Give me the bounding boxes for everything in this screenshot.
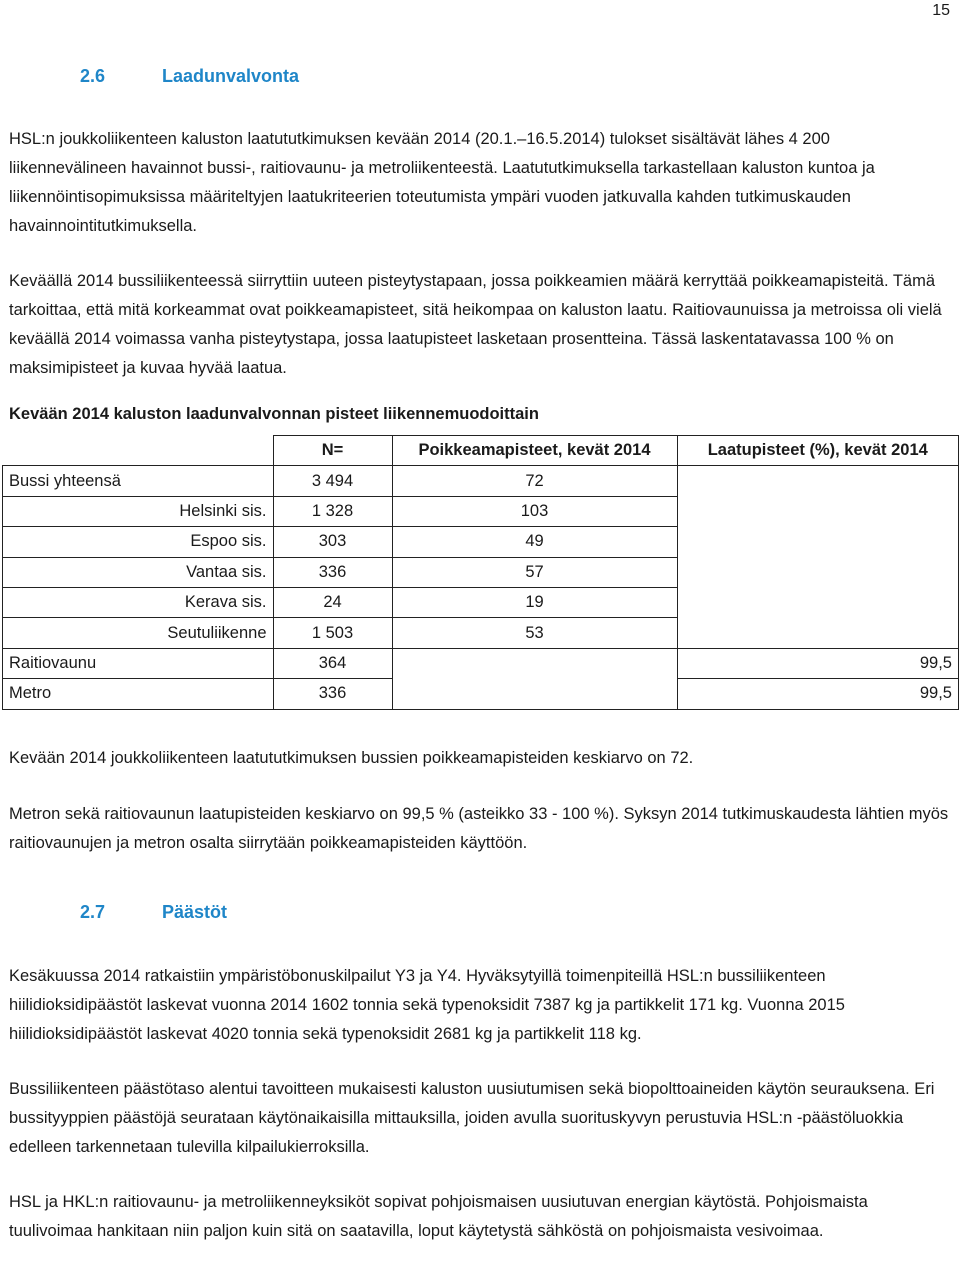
paragraph-study-intro: HSL:n joukkoliikenteen kaluston laatututkimuksen kevään 2014 (20.1.–16.5.2014) tulokset sisältävät lähes 4 200 liikennevälineen havainnot bussi-, raitiovaunu- ja metroliikenteestä. Laatututkimuksella tarkastellaan kaluston kuntoa ja liikennöintisopimuksissa määriteltyjen laatukriteerien toteutumista ympäri vuoden jatkuvalla kahden tutkimuskauden havainnointitutkimuksella. xyxy=(9,130,875,235)
section-number: 2.6 xyxy=(80,66,106,86)
row-quality: 99,5 xyxy=(677,679,959,709)
table-header-row xyxy=(3,436,959,466)
section-title: Laadunvalvonta xyxy=(162,66,300,86)
section-heading-emissions xyxy=(80,902,227,923)
row-n: 336 xyxy=(273,557,392,587)
table-row xyxy=(3,648,959,678)
paragraph-renewable-energy: HSL ja HKL:n raitiovaunu- ja metroliikenneyksiköt sopivat pohjoismaisen uusiutuvan energian käytöstä. Pohjoismaista tuulivoimaa hankitaan niin paljon kuin sitä on saatavilla, loput käytetystä sähköstä on pohjoismaista vesivoimaa. xyxy=(9,1193,868,1240)
row-n: 303 xyxy=(273,527,392,557)
row-label: Helsinki sis. xyxy=(3,496,274,526)
page-number: 15 xyxy=(932,2,950,19)
row-n: 3 494 xyxy=(273,466,392,496)
row-n: 1 503 xyxy=(273,618,392,648)
row-label: Raitiovaunu xyxy=(3,648,274,678)
paragraph-emission-level: Bussiliikenteen päästötaso alentui tavoitteen mukaisesti kaluston uusiutumisen sekä biopolttoaineiden käytön seurauksena. Eri bussityyppien päästöjä seurataan käytönaikaisilla mittauksilla, joiden avulla suorituskyvyn perustuvia HSL:n -päästöluokkia edelleen tarkennetaan tulevilla kilpailukierroksilla. xyxy=(9,1080,935,1156)
row-n: 336 xyxy=(273,679,392,709)
row-deviation: 57 xyxy=(392,557,677,587)
deviation-empty-cell xyxy=(392,648,677,709)
row-n: 1 328 xyxy=(273,496,392,526)
header-empty-cell xyxy=(3,436,274,466)
row-n: 364 xyxy=(273,648,392,678)
paragraph-bus-average: Kevään 2014 joukkoliikenteen laatututkimuksen bussien poikkeamapisteiden keskiarvo on 72. xyxy=(9,749,694,767)
table-title: Kevään 2014 kaluston laadunvalvonnan pisteet liikennemuodoittain xyxy=(9,405,539,423)
row-label: Espoo sis. xyxy=(3,527,274,557)
row-label: Metro xyxy=(3,679,274,709)
paragraph-metro-tram-average: Metron sekä raitiovaunun laatupisteiden keskiarvo on 99,5 % (asteikko 33 - 100 %). Syksyn 2014 tutkimuskaudesta lähtien myös raitiovaunujen ja metron osalta siirrytään poikkeamapisteiden käyttöön. xyxy=(9,805,949,852)
row-label: Bussi yhteensä xyxy=(3,466,274,496)
paragraph-environmental-bonus: Kesäkuussa 2014 ratkaistiin ympäristöbonuskilpailut Y3 ja Y4. Hyväksytyillä toimenpiteillä HSL:n bussiliikenteen hiilidioksidipäästöt laskevat vuonna 2014 1602 tonnia sekä typenoksidit 7387 kg ja partikkelit 171 kg. Vuonna 2015 hiilidioksidipäästöt laskevat 4020 tonnia sekä typenoksidit 2681 kg ja partikkelit 118 kg. xyxy=(9,967,845,1043)
section-number: 2.7 xyxy=(80,902,106,922)
header-quality-points: Laatupisteet (%), kevät 2014 xyxy=(677,436,959,466)
row-deviation: 72 xyxy=(392,466,677,496)
quality-empty-cell xyxy=(677,466,959,648)
row-label: Vantaa sis. xyxy=(3,557,274,587)
header-deviation-points: Poikkeamapisteet, kevät 2014 xyxy=(392,436,677,466)
quality-scores-table xyxy=(2,435,959,710)
section-heading-quality xyxy=(80,66,299,87)
row-label: Seutuliikenne xyxy=(3,618,274,648)
section-title: Päästöt xyxy=(162,902,228,922)
row-deviation: 53 xyxy=(392,618,677,648)
row-deviation: 49 xyxy=(392,527,677,557)
table-row xyxy=(3,466,959,496)
row-label: Kerava sis. xyxy=(3,587,274,617)
paragraph-scoring-method: Keväällä 2014 bussiliikenteessä siirryttiin uuteen pisteytystapaan, jossa poikkeamien määrä kerryttää poikkeamapisteitä. Tämä tarkoittaa, että mitä korkeammat ovat poikkeamapisteet, sitä heikompaa on kaluston laatu. Raitiovaunuissa ja metroissa oli vielä keväällä 2014 voimassa vanha pisteytystapa, jossa laatupisteet lasketaan prosentteina. Tässä laskentatavassa 100 % on maksimipisteet ja kuvaa hyvää laatua. xyxy=(9,272,942,377)
row-n: 24 xyxy=(273,587,392,617)
row-quality: 99,5 xyxy=(677,648,959,678)
header-n: N= xyxy=(273,436,392,466)
row-deviation: 103 xyxy=(392,496,677,526)
row-deviation: 19 xyxy=(392,587,677,617)
